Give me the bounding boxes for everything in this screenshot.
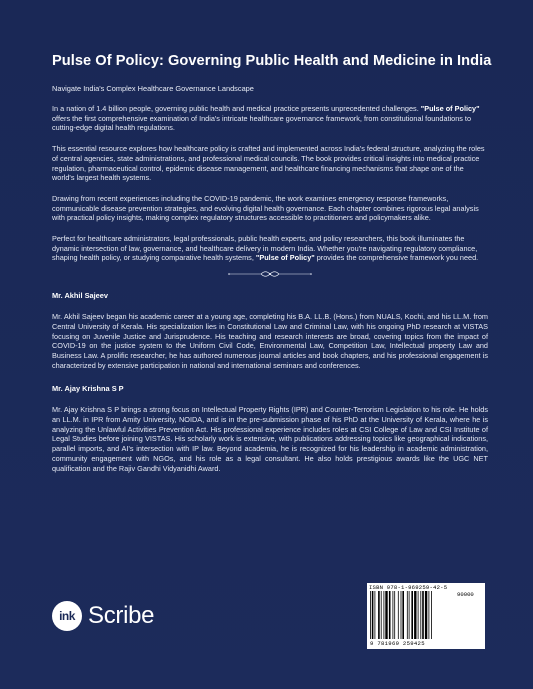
isbn-label: ISBN 978-1-969259-42-5: [369, 584, 448, 591]
barcode-stripe: [420, 591, 421, 639]
publisher-logo: [52, 600, 154, 632]
barcode-stripe: [375, 591, 376, 639]
barcode-stripe: [431, 591, 432, 639]
author-name: Mr. Ajay Krishna S P: [52, 384, 124, 394]
blurb-paragraph-2: This essential resource explores how healthcare policy is crafted and implemented across India's federal structure, analyzing the roles of central agencies, state administrations, and professional medical councils. The book provides critical insights into medical practice regulation, pharmaceutical control, epidemic disease management, and healthcare financing mechanisms that shape one of the world's largest health systems.: [52, 144, 485, 183]
barcode-stripe: [418, 591, 419, 639]
barcode-icon: [369, 591, 455, 639]
barcode-stripe: [381, 591, 382, 639]
barcode-stripe: [394, 591, 395, 639]
author-bio: Mr. Ajay Krishna S P brings a strong focus on Intellectual Property Rights (IPR) and Counter-Terrorism Legislation to his role. He holds an LL.M. in IPR from Amity University, NOIDA, and is in the pre-submission phase of his PhD at the University of Kerala, where he is analyzing the Unlawful Activities Prevention Act. His professional experience includes roles at CSI College of Law and CSI Institute of Legal Studies before joining VISTAS. His scholarly work is extensive, with publications addressing topics like geographical indications, parallel imports, and AI's intersection with IP law. Beyond academia, he is recognized for his leadership in academic administration, community engagement with NGOs, and his role as a legal consultant. He also holds prestigious awards like the UGC NET qualification and the Rajiv Gandhi Vidyanidhi Award.: [52, 405, 488, 473]
blurb-text: Perfect for healthcare administrators, legal professionals, public health experts, and policy researchers, this book illuminates the dynamic intersection of law, governance, and healthcare delivery in modern India. Whether you're navigating regulatory compliance, shaping health policy, or studying comparative health systems,: [52, 234, 478, 263]
barcode-stripe: [393, 591, 394, 639]
author-name: Mr. Akhil Sajeev: [52, 291, 109, 301]
barcode-stripe: [425, 591, 427, 639]
barcode-stripe: [384, 591, 385, 639]
barcode-digits: 9 781969 259425: [370, 640, 425, 647]
isbn-barcode: [367, 583, 485, 649]
book-title-emphasis: "Pulse of Policy": [420, 104, 480, 113]
blurb-paragraph-1: [52, 104, 488, 133]
barcode-stripe: [372, 591, 374, 639]
barcode-stripe: [409, 591, 410, 639]
barcode-stripe: [398, 591, 399, 639]
barcode-stripe: [378, 591, 380, 639]
book-subtitle: Navigate India's Complex Healthcare Governance Landscape: [52, 84, 254, 93]
blurb-text: provides the comprehensive framework you need.: [314, 253, 479, 263]
barcode-stripe: [429, 591, 430, 639]
barcode-stripe: [411, 591, 413, 639]
price-code: 90000: [457, 591, 474, 598]
publisher-logo-mark: ink: [52, 601, 82, 631]
barcode-stripe: [407, 591, 408, 639]
barcode-stripe: [414, 591, 416, 639]
barcode-stripe: [422, 591, 424, 639]
barcode-stripe: [389, 591, 391, 639]
barcode-stripe: [370, 591, 371, 639]
author-bio: Mr. Akhil Sajeev began his academic career at a young age, completing his B.A. LL.B. (Hons.) from NUALS, Kochi, and his LL.M. from Central University of Kerala. His specialization lies in Constitutional Law and Criminal Law, with his ongoing PhD research at VISTAS focusing on Juvenile Justice and Jurisprudence. His teaching and research interests are broad, covering topics from the impact of COVID-19 on the justice system to the Uniform Civil Code, Environmental Law, Competition Law, Intellectual property Law and Business Law. A prolific researcher, he has authored numerous journal articles and book chapters, and his professional engagement is characterized by extensive participation in national and international seminars and conferences.: [52, 312, 488, 370]
barcode-stripe: [401, 591, 402, 639]
blurb-text: offers the first comprehensive examination of India's intricate healthcare governance framework, from constitutional foundations to cutting-edge digital health regulations.: [52, 113, 472, 133]
barcode-stripe: [385, 591, 387, 639]
publisher-logo-word: Scribe: [88, 602, 155, 629]
ornament-divider-icon: [227, 270, 313, 278]
book-title: Pulse Of Policy: Governing Public Health and Medicine in India: [52, 53, 492, 69]
blurb-paragraph-4: [52, 234, 488, 263]
blurb-text: In a nation of 1.4 billion people, governing public health and medical practice presents unprecedented challenges.: [52, 104, 421, 113]
barcode-stripe: [402, 591, 404, 639]
blurb-paragraph-3: Drawing from recent experiences including the COVID-19 pandemic, the work examines emergency response frameworks, communicable disease prevention strategies, and evolving digital health governance. Each chapter combines rigorous legal analysis with practical policy insights, making complex regulatory structures accessible to practitioners and policymakers alike.: [52, 193, 479, 223]
cover-content: [52, 53, 492, 473]
book-title-emphasis: "Pulse of Policy": [255, 253, 315, 263]
